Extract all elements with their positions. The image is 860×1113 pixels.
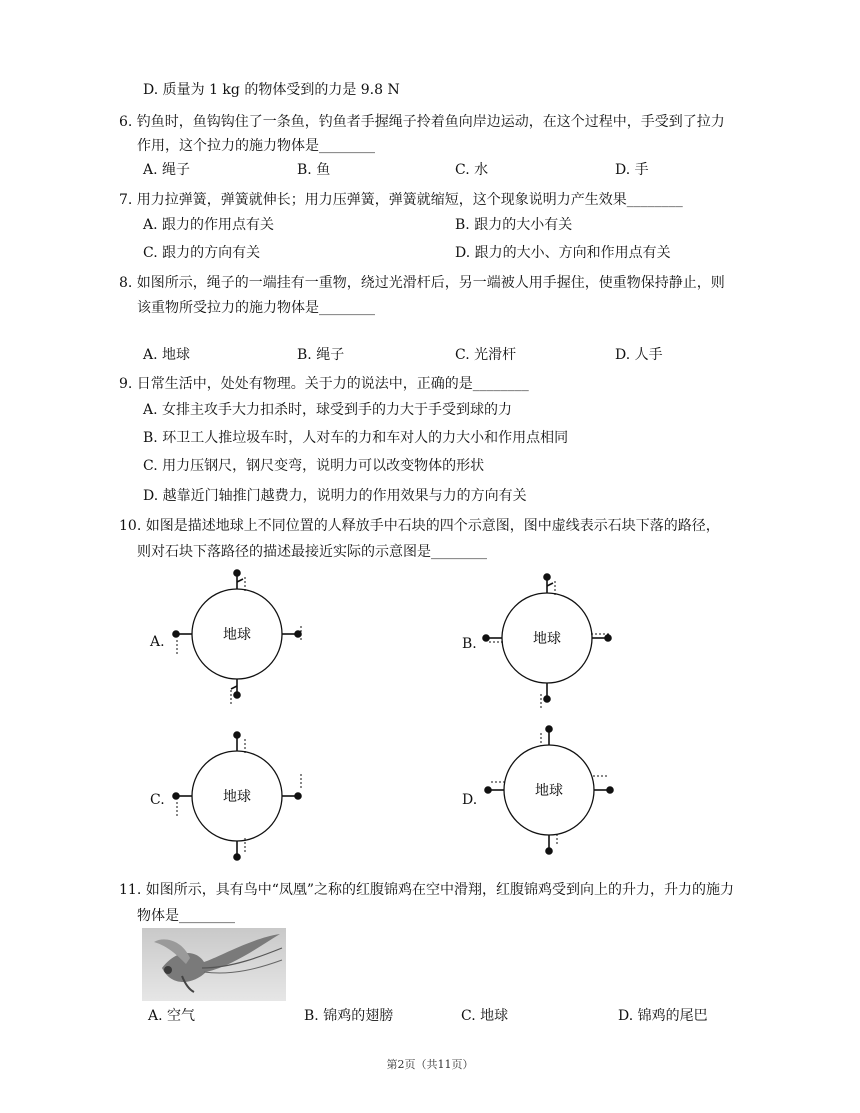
q11-stem-line2: 物体是________	[137, 908, 235, 924]
q7-option-a: A. 跟力的作用点有关	[143, 217, 275, 233]
q9-option-a: A. 女排主攻手大力扣杀时，球受到手的力大于手受到球的力	[143, 402, 513, 418]
q11-stem-line1: 11. 如图所示，具有鸟中“凤凰”之称的红腹锦鸡在空中滑翔，红腹锦鸡受到向上的升力，升力的施力	[119, 882, 735, 898]
q9-option-b: B. 环卫工人推垃圾车时，人对车的力和车对人的力大小和作用点相同	[143, 430, 569, 446]
q11-option-d: D. 锦鸡的尾巴	[618, 1008, 708, 1024]
golden-pheasant-photo	[142, 928, 286, 1001]
q9-stem: 9. 日常生活中，处处有物理。关于力的说法中，正确的是________	[119, 376, 529, 392]
q7-option-b: B. 跟力的大小有关	[455, 217, 573, 233]
page-footer: 第2页（共11页）	[386, 1058, 474, 1071]
q6-option-b: B. 鱼	[297, 162, 331, 178]
q7-option-d: D. 跟力的大小、方向和作用点有关	[455, 245, 671, 261]
q8-stem-line2: 该重物所受拉力的施力物体是________	[137, 300, 375, 316]
q10-diagram-a-earth-label: 地球	[223, 627, 251, 643]
q6-option-d: D. 手	[615, 162, 649, 178]
q10-diagram-c-label: C.	[150, 792, 165, 808]
q6-stem-line2: 作用，这个拉力的施力物体是________	[137, 138, 375, 154]
q8-option-a: A. 地球	[143, 347, 191, 363]
q6-option-a: A. 绳子	[143, 162, 191, 178]
q9-option-c: C. 用力压钢尺，钢尺变弯，说明力可以改变物体的形状	[143, 458, 485, 474]
q10-diagram-d-label: D.	[462, 792, 478, 808]
q6-option-c: C. 水	[455, 162, 489, 178]
q8-stem-line1: 8. 如图所示，绳子的一端挂有一重物，绕过光滑杆后，另一端被人用手握住，使重物保持静止，则	[119, 275, 725, 291]
q10-diagram-a	[165, 562, 315, 707]
q7-stem: 7. 用力拉弹簧，弹簧就伸长；用力压弹簧，弹簧就缩短，这个现象说明力产生效果________	[119, 192, 683, 208]
q10-diagram-c-earth-label: 地球	[223, 789, 251, 805]
q10-diagram-d-earth-label: 地球	[535, 783, 563, 799]
q11-option-b: B. 锦鸡的翅膀	[304, 1008, 394, 1024]
q5-option-d: D. 质量为 1 kg 的物体受到的力是 9.8 N	[143, 82, 400, 98]
q8-option-d: D. 人手	[615, 347, 663, 363]
q8-option-b: B. 绳子	[297, 347, 345, 363]
q10-diagram-b	[475, 566, 625, 711]
q6-stem-line1: 6. 钓鱼时，鱼钩钩住了一条鱼，钓鱼者手握绳子拎着鱼向岸边运动，在这个过程中，手受到了拉力	[119, 114, 725, 130]
q9-option-d: D. 越靠近门轴推门越费力，说明力的作用效果与力的方向有关	[143, 488, 527, 504]
q11-option-a: A. 空气	[148, 1008, 196, 1024]
q11-option-c: C. 地球	[461, 1008, 509, 1024]
q10-stem-line1: 10. 如图是描述地球上不同位置的人释放手中石块的四个示意图，图中虚线表示石块下落的路径，	[119, 518, 720, 534]
q10-diagram-c	[165, 724, 315, 869]
q10-stem-line2: 则对石块下落路径的描述最接近实际的示意图是________	[137, 544, 487, 560]
q10-diagram-a-label: A.	[150, 634, 165, 650]
q10-diagram-b-earth-label: 地球	[533, 631, 561, 647]
q10-diagram-b-label: B.	[462, 636, 477, 652]
q7-option-c: C. 跟力的方向有关	[143, 245, 261, 261]
q10-diagram-d	[477, 718, 627, 863]
q8-option-c: C. 光滑杆	[455, 347, 517, 363]
